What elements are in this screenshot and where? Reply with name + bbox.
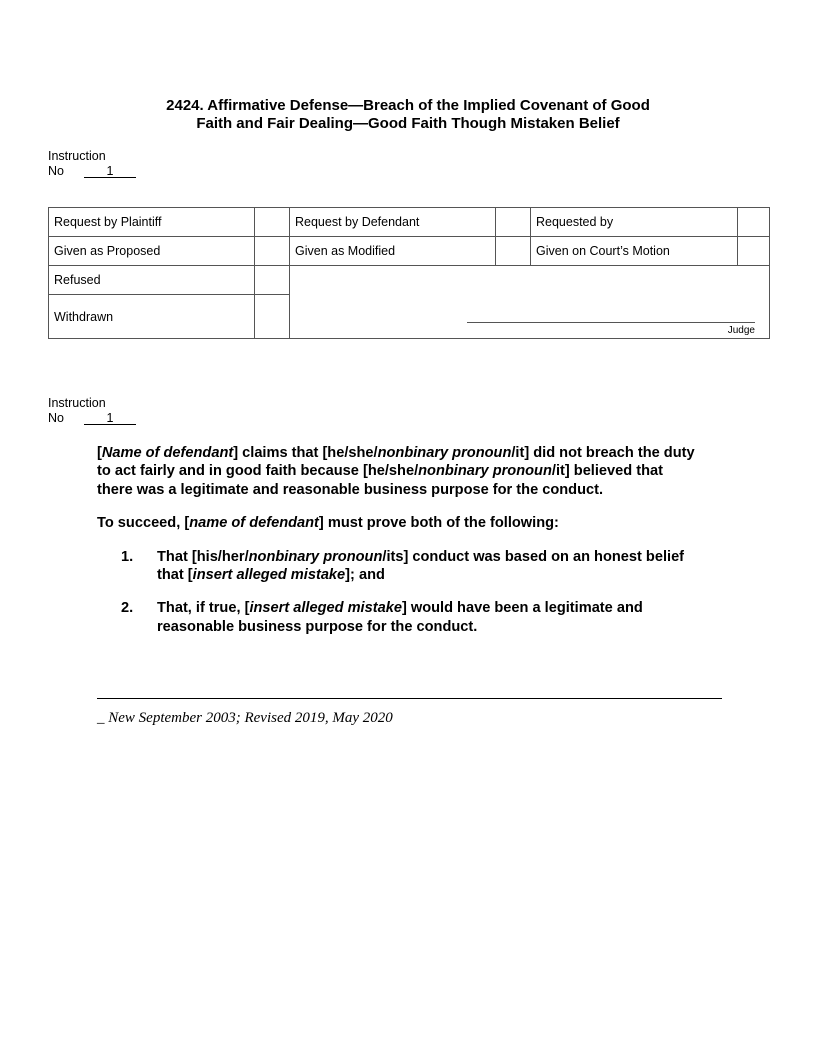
italic-text-run: insert alleged mistake — [249, 600, 402, 617]
title-line-1: 2424. Affirmative Defense—Breach of the Implied Covenant of Good — [166, 97, 650, 114]
withdrawn-label: Withdrawn — [49, 295, 255, 339]
request-table — [48, 207, 770, 339]
instruction-title — [0, 97, 816, 133]
no-label: No — [48, 163, 64, 178]
italic-text-run: Name of defendant — [101, 445, 234, 461]
italic-text-run: nonbinary pronoun — [377, 445, 512, 461]
divider — [97, 698, 722, 699]
given-on-courts-motion-box[interactable] — [738, 237, 770, 266]
text-run: ] claims that [he/she/ — [233, 445, 378, 461]
text-run: ] would have been a legitimate and reasonable business purpose for the conduct. — [157, 600, 643, 635]
element-number: 1. — [121, 548, 134, 565]
italic-text-run: nonbinary pronoun — [248, 548, 383, 565]
text-run: That [his/her/ — [157, 548, 249, 565]
given-on-courts-motion-label: Given on Court’s Motion — [531, 237, 738, 266]
history-note: _ New September 2003; Revised 2019, May 2020 — [97, 710, 393, 726]
text-run: ]; and — [345, 567, 385, 584]
italic-text-run: insert alleged mistake — [192, 567, 346, 584]
text-run: /it] did not breach the duty to act fairly and in good faith because [he/she/ — [97, 445, 695, 480]
element-item-1 — [97, 548, 697, 585]
text-run: That, if true, [ — [157, 600, 250, 617]
text-run: ] must prove both of the following: — [318, 515, 559, 532]
given-as-modified-label: Given as Modified — [290, 237, 496, 266]
judge-signature-line — [467, 322, 755, 323]
element-number: 2. — [121, 600, 134, 617]
request-by-defendant-label: Request by Defendant — [290, 208, 496, 237]
given-as-proposed-label: Given as Proposed — [49, 237, 255, 266]
request-by-defendant-box[interactable] — [496, 208, 531, 237]
italic-text-run: name of defendant — [189, 515, 319, 532]
element-text — [157, 548, 697, 585]
requested-by-label: Requested by — [531, 208, 738, 237]
refused-label: Refused — [49, 266, 255, 295]
refused-box[interactable] — [255, 266, 290, 295]
instruction-number-top — [48, 149, 136, 178]
italic-text-run: nonbinary pronoun — [418, 463, 552, 480]
instruction-label: Instruction — [48, 149, 106, 163]
instruction-body — [97, 444, 697, 651]
judge-label: Judge — [727, 325, 755, 336]
text-run: /its] conduct was based on an honest belief that [ — [157, 548, 685, 584]
request-by-plaintiff-label: Request by Plaintiff — [49, 208, 255, 237]
no-label: No — [48, 410, 64, 425]
judge-signature-area[interactable] — [290, 266, 770, 339]
text-run: [ — [97, 445, 102, 461]
given-as-modified-box[interactable] — [496, 237, 531, 266]
instruction-no-value: 1 — [84, 412, 136, 425]
paragraph-2 — [97, 514, 697, 532]
requested-by-box[interactable] — [738, 208, 770, 237]
given-as-proposed-box[interactable] — [255, 237, 290, 266]
paragraph-1 — [97, 444, 697, 499]
instruction-label: Instruction — [48, 396, 106, 410]
request-by-plaintiff-box[interactable] — [255, 208, 290, 237]
withdrawn-box[interactable] — [255, 295, 290, 339]
text-run: /it] believed that there was a legitimate and reasonable business purpose for the conduct. — [97, 463, 663, 498]
text-run: To succeed, [ — [97, 515, 190, 532]
instruction-number-bottom — [48, 396, 136, 425]
element-text — [157, 599, 697, 636]
element-item-2 — [97, 599, 697, 636]
instruction-no-value: 1 — [84, 165, 136, 178]
title-line-2: Faith and Fair Dealing—Good Faith Though Mistaken Belief — [196, 115, 620, 132]
